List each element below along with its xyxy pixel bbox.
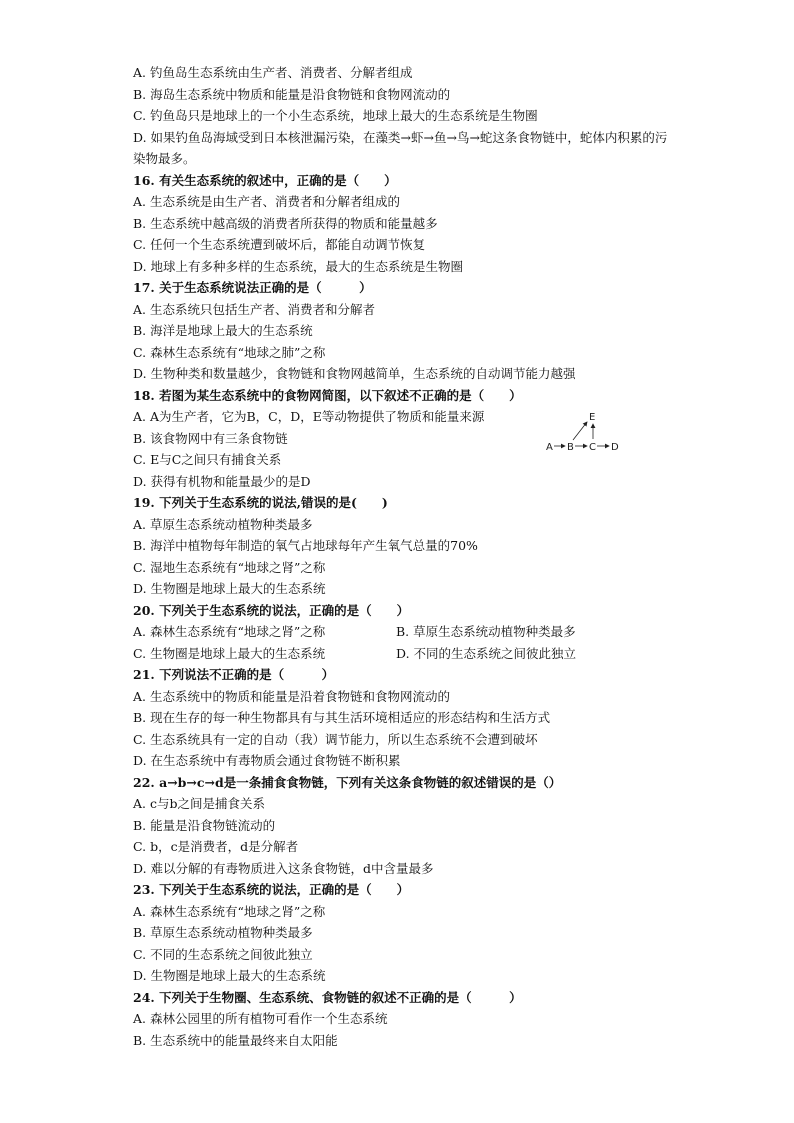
food-web-diagram [545, 410, 625, 460]
option-text: A. 森林生态系统有“地球之肾”之称 [133, 624, 326, 639]
option-text: B. 该食物网中有三条食物链 [133, 430, 288, 446]
option-text: B. 草原生态系统动植物种类最多 [396, 624, 576, 639]
node-b: B [567, 442, 574, 453]
question-stem: 23. 下列关于生态系统的说法，正确的是（ ） [133, 882, 410, 897]
option-text: A. 森林公园里的所有植物可看作一个生态系统 [133, 1011, 388, 1026]
option-text: B. 海洋是地球上最大的生态系统 [133, 323, 313, 338]
option-text: C. E与C之间只有捕食关系 [133, 452, 282, 467]
option-text: D. 在生态系统中有毒物质会通过食物链不断积累 [133, 753, 401, 768]
option-text: A. 草原生态系统动植物种类最多 [133, 516, 313, 532]
option-text: A. 生态系统中的物质和能量是沿着食物链和食物网流动的 [133, 688, 450, 704]
option-text: C. 湿地生态系统有“地球之肾”之称 [133, 559, 326, 575]
option-text: A. 生态系统只包括生产者、消费者和分解者 [133, 301, 375, 317]
question-stem: 18. 若图为某生态系统中的食物网简图，以下叙述不正确的是（ ） [133, 387, 522, 403]
option-text: B. 现在生存的每一种生物都具有与其生活环境相适应的形态结构和生活方式 [133, 710, 551, 725]
question-stem: 21. 下列说法不正确的是（ ） [133, 667, 335, 682]
option-text: B. 海岛生态系统中物质和能量是沿食物链和食物网流动的 [133, 86, 451, 102]
option-pair [133, 621, 673, 643]
option-text: C. 不同的生态系统之间彼此独立 [133, 946, 313, 962]
option-text: B. 生态系统中越高级的消费者所获得的物质和能量越多 [133, 215, 438, 231]
option-text: B. 能量是沿食物链流动的 [133, 817, 276, 833]
question-stem: 22. a→b→c→d是一条捕食食物链，下列有关这条食物链的叙述错误的是（） [133, 774, 562, 790]
option-text: D. 如果钓鱼岛海域受到日本核泄漏污染，在藻类→虾→鱼→鸟→蛇这条食物链中，蛇体内积累的污染物最多。 [133, 129, 668, 166]
node-c: C [589, 442, 596, 453]
option-pair [133, 643, 673, 665]
option-text: A. c与b之间是捕食关系 [133, 796, 265, 811]
question-stem: 16. 有关生态系统的叙述中，正确的是（ ） [133, 172, 397, 188]
question-stem: 17. 关于生态系统说法正确的是（ ） [133, 280, 372, 295]
node-d: D [611, 442, 619, 453]
arrow-b-e [573, 422, 587, 440]
option-text: A. 生态系统是由生产者、消费者和分解者组成的 [133, 194, 400, 209]
option-text: A. 钓鱼岛生态系统由生产者、消费者、分解者组成 [133, 65, 413, 80]
node-a: A [546, 442, 553, 453]
option-text: D. 地球上有多种多样的生态系统，最大的生态系统是生物圈 [133, 258, 464, 274]
option-text: D. 生物种类和数量越少，食物链和食物网越简单，生态系统的自动调节能力越强 [133, 366, 576, 381]
question-stem: 20. 下列关于生态系统的说法，正确的是（ ） [133, 602, 410, 618]
option-text: A. A为生产者，它为B，C，D，E等动物提供了物质和能量来源 [133, 409, 485, 424]
option-text: D. 不同的生态系统之间彼此独立 [396, 645, 577, 661]
option-text: D. 获得有机物和能量最少的是D [133, 473, 311, 489]
option-text: B. 生态系统中的能量最终来自太阳能 [133, 1032, 338, 1048]
option-text: C. 森林生态系统有“地球之肺”之称 [133, 344, 326, 360]
option-text: C. b，c是消费者，d是分解者 [133, 839, 299, 854]
option-text: D. 难以分解的有毒物质进入这条食物链，d中含量最多 [133, 860, 434, 876]
option-text: D. 生物圈是地球上最大的生态系统 [133, 581, 326, 596]
option-text: C. 钓鱼岛只是地球上的一个小生态系统，地球上最大的生态系统是生物圈 [133, 108, 538, 123]
option-text: B. 草原生态系统动植物种类最多 [133, 925, 313, 940]
node-e: E [589, 412, 596, 423]
exam-page [133, 62, 673, 1051]
option-text: D. 生物圈是地球上最大的生态系统 [133, 968, 326, 983]
question-stem: 24. 下列关于生物圈、生态系统、食物链的叙述不正确的是（ ） [133, 989, 522, 1005]
option-text: C. 生物圈是地球上最大的生态系统 [133, 645, 326, 661]
option-text: C. 任何一个生态系统遭到破坏后，都能自动调节恢复 [133, 237, 426, 252]
option-text: B. 海洋中植物每年制造的氧气占地球每年产生氧气总量的70% [133, 538, 478, 553]
option-text: C. 生态系统具有一定的自动（我）调节能力，所以生态系统不会遭到破坏 [133, 731, 538, 747]
question-stem: 19. 下列关于生态系统的说法,错误的是( ) [133, 495, 388, 510]
option-text: A. 森林生态系统有“地球之肾”之称 [133, 903, 326, 919]
